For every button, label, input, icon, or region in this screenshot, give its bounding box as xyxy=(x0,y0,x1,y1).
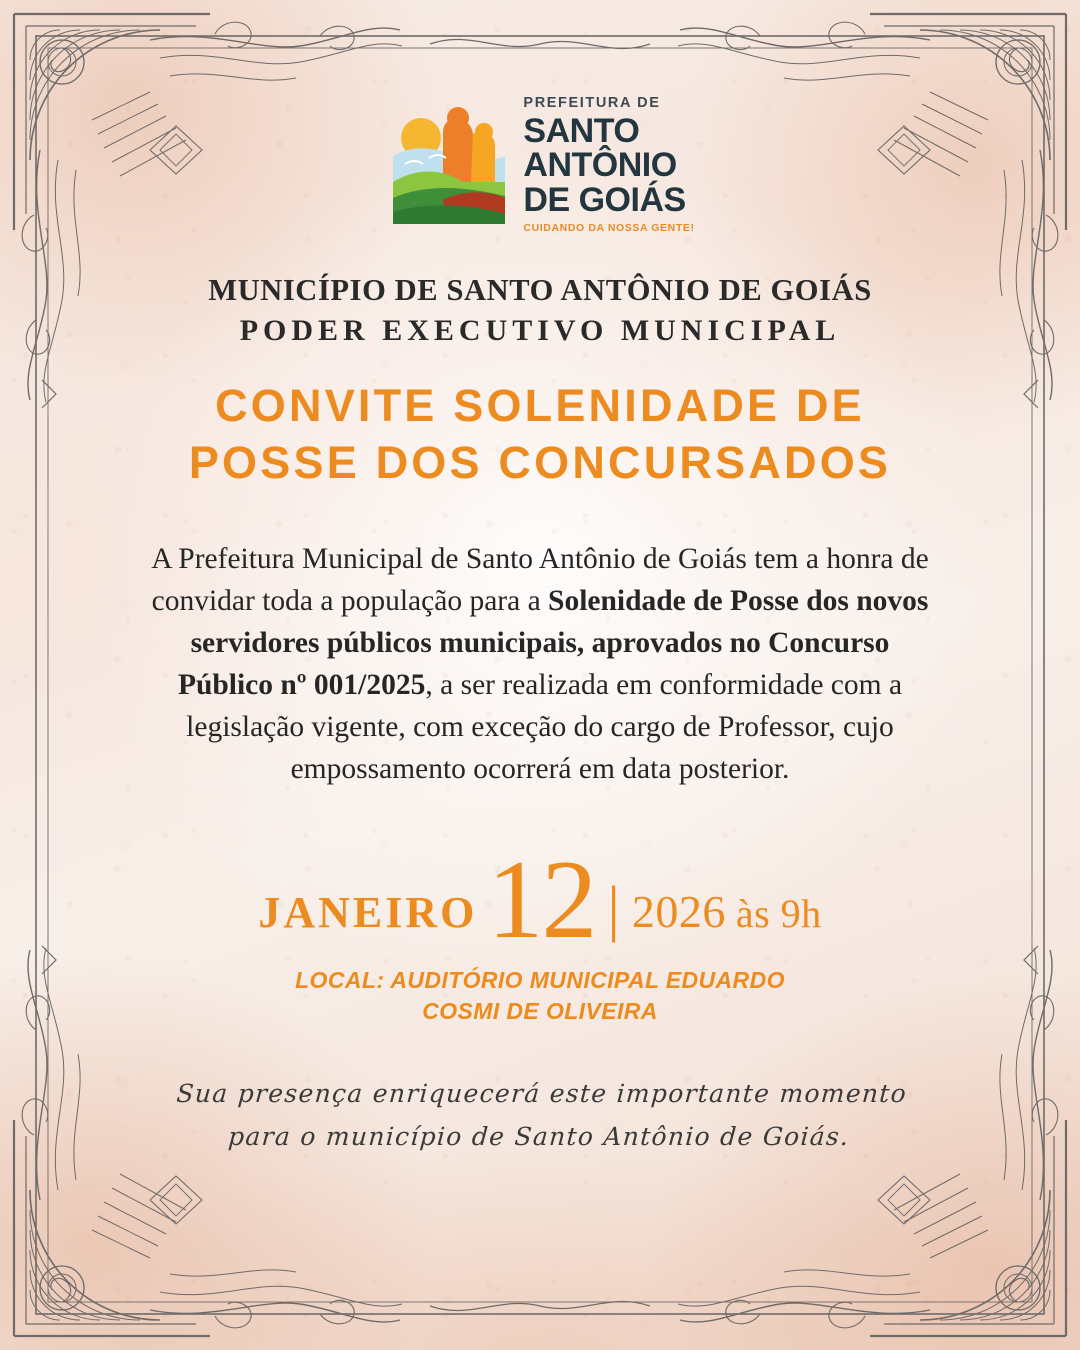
branch-heading: PODER EXECUTIVO MUNICIPAL xyxy=(239,314,841,348)
invitation-body xyxy=(145,539,935,790)
logo-pretitle: PREFEITURA DE xyxy=(523,95,661,111)
date-day: 12 xyxy=(487,837,596,962)
logo-line-2: ANTÔNIO xyxy=(523,146,677,185)
body-bold: Solenidade de Posse dos novos servidores públicos municipais, aprovados no Concurso Público nº 001/2025 xyxy=(177,585,929,702)
event-date xyxy=(258,837,822,962)
closing-message xyxy=(172,1073,909,1158)
date-year: 2026 xyxy=(631,885,726,937)
closing-line-2: para o município de Santo Antônio de Goiás. xyxy=(226,1121,851,1151)
date-month: JANEIRO xyxy=(258,887,478,937)
body-part-1: A Prefeitura Municipal de Santo Antônio de Goiás tem a honra de convidar toda a população para a xyxy=(151,543,929,618)
page-title-line-2: POSSE DOS CONCURSADOS xyxy=(188,436,892,488)
venue-line-1: LOCAL: AUDITÓRIO MUNICIPAL EDUARDO xyxy=(295,966,785,993)
sun-people-landscape-logo-icon xyxy=(385,104,513,226)
prefeitura-logo xyxy=(385,96,694,233)
body-part-2: , a ser realizada em conformidade com a legislação vigente, com exceção do cargo de Professor, cujo empossamento ocorrerá em data posterior. xyxy=(186,669,903,785)
date-time: às 9h xyxy=(735,890,822,936)
date-separator: | xyxy=(607,874,620,943)
municipality-heading: MUNICÍPIO DE SANTO ANTÔNIO DE GOIÁS xyxy=(208,273,872,308)
logo-line-3: DE GOIÁS xyxy=(523,180,686,219)
logo-line-1: SANTO xyxy=(523,111,640,150)
venue-line-2: COSMI DE OLIVEIRA xyxy=(422,997,658,1024)
logo-slogan: CUIDANDO DA NOSSA GENTE! xyxy=(523,221,695,234)
page-title-line-1: CONVITE SOLENIDADE DE xyxy=(215,380,865,432)
page-title xyxy=(189,378,891,491)
venue-info xyxy=(295,965,785,1027)
closing-line-1: Sua presença enriquecerá este importante momento xyxy=(175,1078,908,1108)
